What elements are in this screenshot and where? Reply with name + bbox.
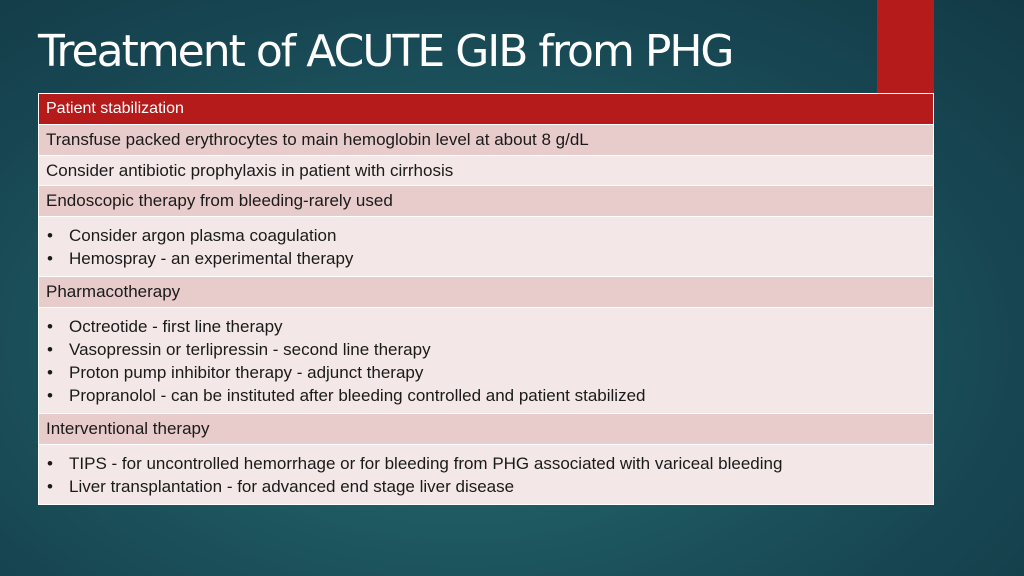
section-heading-pharmacotherapy: Pharmacotherapy bbox=[39, 276, 933, 307]
bullet-list bbox=[46, 224, 926, 270]
table-row: Endoscopic therapy from bleeding-rarely used bbox=[39, 185, 933, 216]
bullet-list bbox=[46, 315, 926, 407]
red-accent-bar bbox=[877, 0, 934, 95]
table-row: Consider antibiotic prophylaxis in patient with cirrhosis bbox=[39, 155, 933, 185]
table-row-bullets bbox=[39, 216, 933, 276]
list-item: • Hemospray - an experimental therapy bbox=[46, 247, 926, 270]
table-row: Transfuse packed erythrocytes to main hemoglobin level at about 8 g/dL bbox=[39, 124, 933, 155]
slide-title: Treatment of ACUTE GIB from PHG bbox=[38, 26, 733, 77]
list-item: • Propranolol - can be instituted after bleeding controlled and patient stabilized bbox=[46, 384, 926, 407]
list-item: • Proton pump inhibitor therapy - adjunct therapy bbox=[46, 361, 926, 384]
list-item: • Consider argon plasma coagulation bbox=[46, 224, 926, 247]
list-item: • Octreotide - first line therapy bbox=[46, 315, 926, 338]
treatment-table bbox=[38, 93, 934, 505]
table-header-patient-stabilization: Patient stabilization bbox=[39, 94, 933, 124]
table-row-bullets bbox=[39, 444, 933, 504]
list-item: • Vasopressin or terlipressin - second line therapy bbox=[46, 338, 926, 361]
bullet-list bbox=[46, 452, 926, 498]
section-heading-interventional-therapy: Interventional therapy bbox=[39, 413, 933, 444]
list-item: • TIPS - for uncontrolled hemorrhage or for bleeding from PHG associated with variceal bleeding bbox=[46, 452, 926, 475]
list-item: • Liver transplantation - for advanced end stage liver disease bbox=[46, 475, 926, 498]
table-row-bullets bbox=[39, 307, 933, 413]
